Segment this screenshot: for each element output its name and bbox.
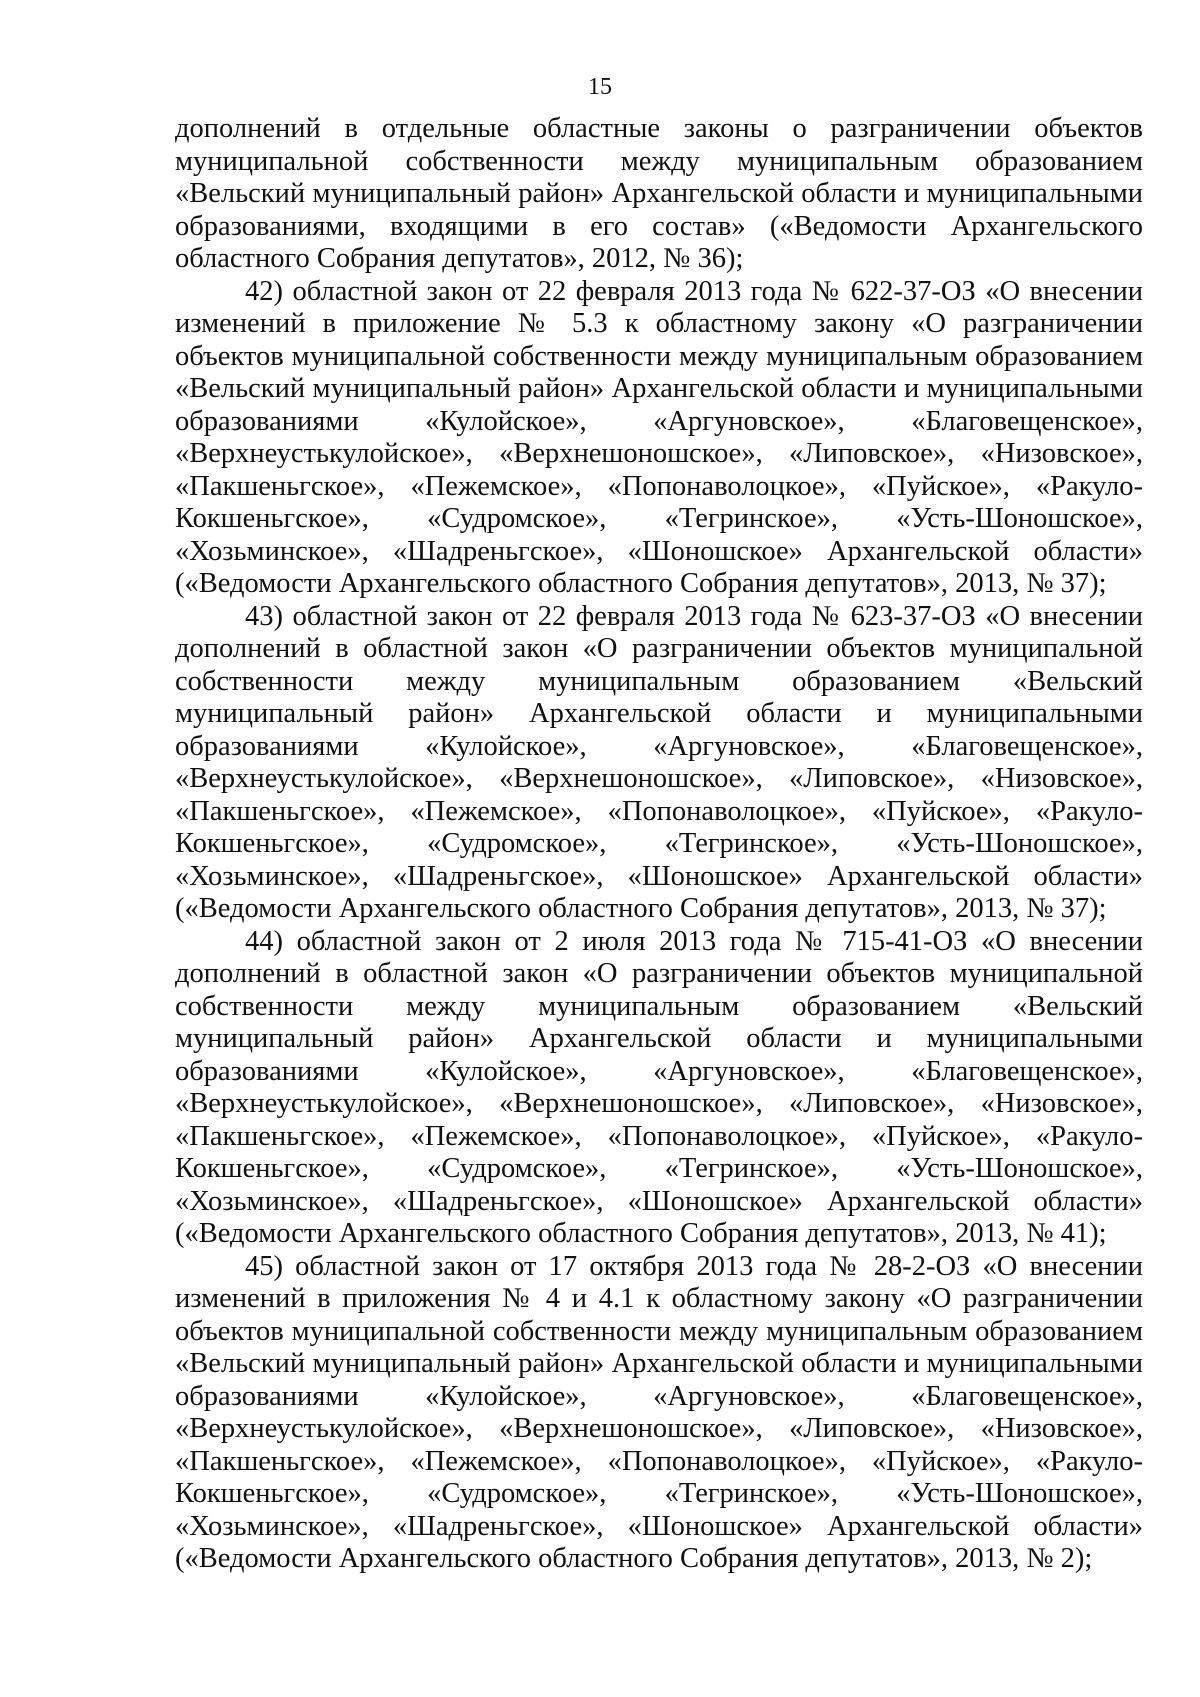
list-item-45: 45) областной закон от 17 октября 2013 года № 28-2-ОЗ «О внесении изменений в приложения № 4 и 4.1 к областному закону «О разграничении объектов муниципальной собственности между муниципальным образованием «Вельский муниципальный район» Архангельской области и муниципальными образованиями «Кулойское», «Аргуновское», «Благовещенское», «Верхнеустькулойское», «Верхнешоношское», «Липовское», «Низовское», «Пакшеньгское», «Пежемское», «Попонаволоцкое», «Пуйское», «Ракуло-Кокшеньгское», «Судромское», «Тегринское», «Усть-Шоношское», «Хозьминское», «Шадреньгское», «Шоношское» Архангельской области» («Ведомости Архангельского областного Собрания депутатов», 2013, № 2); (175, 1250, 1143, 1574)
page-number: 15 (588, 74, 612, 100)
list-item-43: 43) областной закон от 22 февраля 2013 года № 623-37-ОЗ «О внесении дополнений в областной закон «О разграничении объектов муниципальной собственности между муниципальным образованием «Вельский муниципальный район» Архангельской области и муниципальными образованиями «Кулойское», «Аргуновское», «Благовещенское», «Верхнеустькулойское», «Верхнешоношское», «Липовское», «Низовское», «Пакшеньгское», «Пежемское», «Попонаволоцкое», «Пуйское», «Ракуло-Кокшеньгское», «Судромское», «Тегринское», «Усть-Шоношское», «Хозьминское», «Шадреньгское», «Шоношское» Архангельской области» («Ведомости Архангельского областного Собрания депутатов», 2013, № 37); (175, 600, 1143, 924)
list-item-42: 42) областной закон от 22 февраля 2013 года № 622-37-ОЗ «О внесении изменений в приложение № 5.3 к областному закону «О разграничении объектов муниципальной собственности между муниципальным образованием «Вельский муниципальный район» Архангельской области и муниципальными образованиями «Кулойское», «Аргуновское», «Благовещенское», «Верхнеустькулойское», «Верхнешоношское», «Липовское», «Низовское», «Пакшеньгское», «Пежемское», «Попонаволоцкое», «Пуйское», «Ракуло-Кокшеньгское», «Судромское», «Тегринское», «Усть-Шоношское», «Хозьминское», «Шадреньгское», «Шоношское» Архангельской области» («Ведомости Архангельского областного Собрания депутатов», 2013, № 37); (175, 275, 1143, 599)
paragraph-continuation: дополнений в отдельные областные законы о разграничении объектов муниципальной собственности между муниципальным образованием «Вельский муниципальный район» Архангельской области и муниципальными образованиями, входящими в его состав» («Ведомости Архангельского областного Собрания депутатов», 2012, № 36); (175, 113, 1143, 274)
list-item-44: 44) областной закон от 2 июля 2013 года № 715-41-ОЗ «О внесении дополнений в областной закон «О разграничении объектов муниципальной собственности между муниципальным образованием «Вельский муниципальный район» Архангельской области и муниципальными образованиями «Кулойское», «Аргуновское», «Благовещенское», «Верхнеустькулойское», «Верхнешоношское», «Липовское», «Низовское», «Пакшеньгское», «Пежемское», «Попонаволоцкое», «Пуйское», «Ракуло-Кокшеньгское», «Судромское», «Тегринское», «Усть-Шоношское», «Хозьминское», «Шадреньгское», «Шоношское» Архангельской области» («Ведомости Архангельского областного Собрания депутатов», 2013, № 41); (175, 925, 1143, 1249)
document-body (175, 113, 1143, 1576)
